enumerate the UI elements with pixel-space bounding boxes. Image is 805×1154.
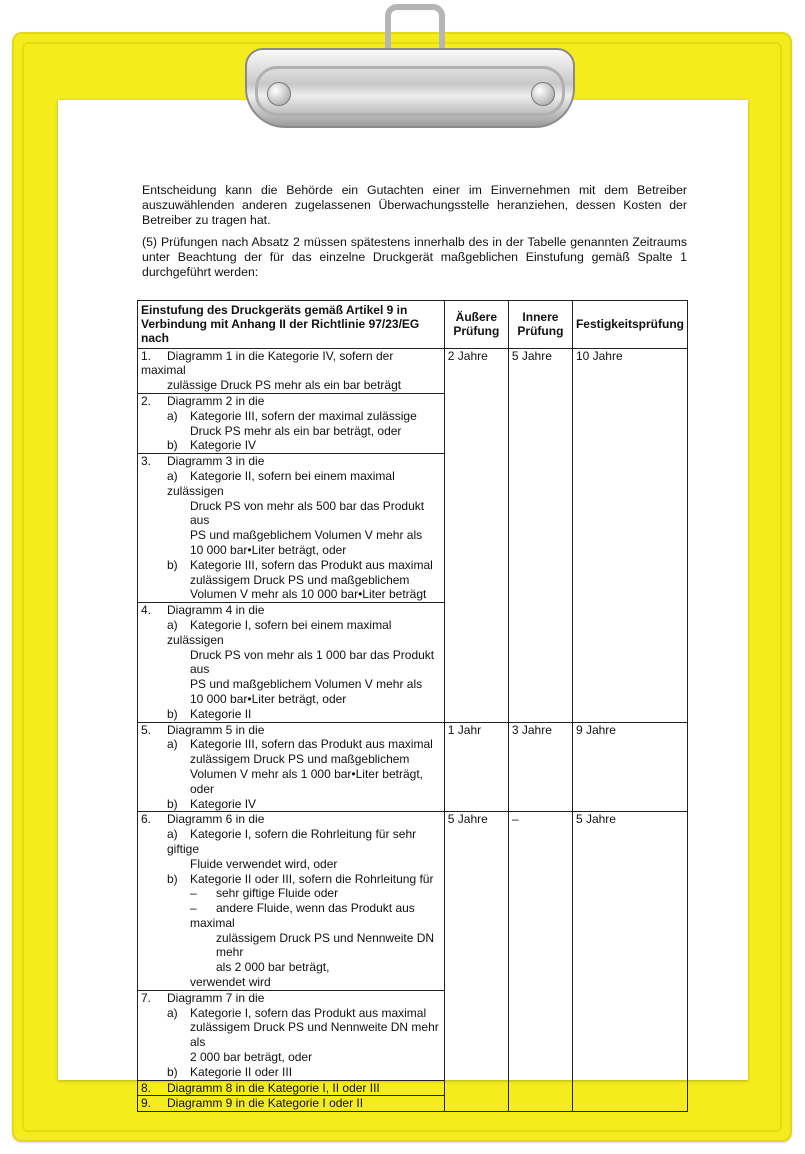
table-row (138, 348, 688, 393)
row-number: 8. (141, 1080, 152, 1095)
row-text: Diagramm 8 in die Kategorie I, II oder III (167, 1080, 380, 1095)
sub-label: a) (167, 737, 178, 752)
row-2-cell (138, 394, 445, 454)
row-title: Diagramm 2 in die (167, 394, 265, 408)
row-4-cell (138, 603, 445, 722)
sub-label: a) (167, 827, 178, 842)
row-text: Volumen V mehr als 10 000 bar•Liter beträgt (190, 587, 427, 602)
row-text: Kategorie II oder III, sofern die Rohrleitung für (190, 871, 434, 886)
row-text: als 2 000 bar beträgt, (216, 960, 330, 975)
row-text: Kategorie I, sofern bei einem maximal zulässigen (167, 617, 392, 647)
paragraph-decision: Entscheidung kann die Behörde ein Gutachten einer im Einvernehmen mit dem Betreiber auszuwählenden anderen zugelassenen Überwachungsstelle heranziehen, dessen Kosten der Betreiber zu tragen hat. (142, 183, 687, 228)
row-number: 6. (141, 812, 152, 827)
row-text: Volumen V mehr als 1 000 bar•Liter beträgt, oder (190, 766, 423, 796)
row-number: 9. (141, 1096, 152, 1111)
row-3-cell (138, 454, 445, 603)
paragraph-inspections: (5) Prüfungen nach Absatz 2 müssen spätestens innerhalb des in der Tabelle genannten Zeitraums unter Beachtung der für das einzelne Druckgerät maßgeblichen Einstufung gemäß Spalte 1 durchgeführt werden: (142, 235, 687, 280)
row-text: 10 000 bar•Liter beträgt, oder (190, 691, 347, 706)
row-text: PS und maßgeblichem Volumen V mehr als (190, 677, 423, 692)
row-text: Kategorie III, sofern das Produkt aus maximal (190, 557, 433, 572)
table-row (138, 812, 688, 991)
sub-label: b) (167, 557, 178, 572)
row-text: zulässigem Druck PS und maßgeblichem (190, 752, 410, 767)
dash-marker: – (190, 886, 197, 901)
dash-marker: – (190, 901, 197, 916)
row-text: Diagramm 1 in die Kategorie IV, sofern der maximal (141, 348, 394, 378)
header-classification: Einstufung des Druckgeräts gemäß Artikel 9 in Verbindung mit Anhang II der Richtlinie 97/23/EG nach (138, 301, 445, 349)
row-text: Kategorie IV (190, 796, 257, 811)
row-title: Diagramm 3 in die (167, 454, 265, 469)
row-text: PS und maßgeblichem Volumen V mehr als (190, 528, 423, 543)
clip-rivet-left-icon (267, 82, 291, 106)
row-number: 1. (141, 348, 152, 363)
row-text: sehr giftige Fluide oder (216, 886, 339, 901)
row-text: zulässige Druck PS mehr als ein bar beträgt (167, 378, 402, 393)
group-3-internal: – (508, 812, 572, 1112)
row-text: Kategorie II, sofern bei einem maximal zulässigen (167, 468, 395, 498)
table-header-row (138, 301, 688, 349)
row-number: 5. (141, 722, 152, 737)
row-9-cell (138, 1096, 445, 1112)
inspection-interval-table (137, 300, 688, 1112)
row-number: 3. (141, 454, 152, 469)
clip-rivet-right-icon (531, 82, 555, 106)
clipboard-clip-icon[interactable] (245, 38, 575, 130)
row-text: Kategorie IV (190, 438, 257, 453)
row-number: 2. (141, 394, 152, 408)
sub-label: b) (167, 438, 178, 453)
sub-label: b) (167, 706, 178, 721)
sub-label: a) (167, 468, 178, 483)
row-text: andere Fluide, wenn das Produkt aus maximal (190, 901, 415, 930)
row-6-cell (138, 812, 445, 991)
row-1-cell (138, 348, 445, 393)
row-text: Fluide verwendet wird, oder (190, 856, 338, 871)
row-text: Druck PS von mehr als 500 bar das Produkt aus (190, 498, 425, 528)
row-text: zulässigem Druck PS und Nennweite DN mehr (216, 930, 435, 960)
row-text: Kategorie II oder III (190, 1064, 293, 1079)
row-number: 4. (141, 603, 152, 618)
row-text: Diagramm 9 in die Kategorie I oder II (167, 1096, 364, 1111)
group-3-strength: 5 Jahre (572, 812, 687, 1112)
row-text: 2 000 bar beträgt, oder (190, 1050, 313, 1065)
row-title: Diagramm 5 in die (167, 722, 265, 737)
table-row (138, 722, 688, 812)
row-text: zulässigem Druck PS und maßgeblichem (190, 572, 410, 587)
group-3-external: 5 Jahre (444, 812, 508, 1112)
sub-label: b) (167, 796, 178, 811)
row-7-cell (138, 990, 445, 1080)
row-text: Kategorie II (190, 706, 252, 721)
clip-hanging-ring (385, 4, 445, 50)
sub-label: a) (167, 408, 178, 423)
row-8-cell (138, 1080, 445, 1096)
header-internal-inspection: Innere Prüfung (508, 301, 572, 349)
row-text: zulässigem Druck PS und Nennweite DN mehr als (190, 1020, 439, 1050)
row-text: Druck PS mehr als ein bar beträgt, oder (190, 423, 402, 438)
group-1-internal: 5 Jahre (508, 348, 572, 722)
group-1-strength: 10 Jahre (572, 348, 687, 722)
group-2-internal: 3 Jahre (508, 722, 572, 812)
row-text: 10 000 bar•Liter beträgt, oder (190, 542, 347, 557)
group-1-external: 2 Jahre (444, 348, 508, 722)
sub-label: a) (167, 1005, 178, 1020)
row-text: Kategorie I, sofern die Rohrleitung für sehr giftige (167, 827, 417, 856)
row-text: Kategorie III, sofern das Produkt aus maximal (190, 737, 433, 752)
clip-lever-wire[interactable] (255, 66, 565, 116)
header-strength-test: Festigkeitsprüfung (572, 301, 687, 349)
sub-label: a) (167, 617, 178, 632)
row-number: 7. (141, 990, 152, 1005)
row-5-cell (138, 722, 445, 812)
group-2-external: 1 Jahr (444, 722, 508, 812)
row-text: Kategorie I, sofern das Produkt aus maximal (190, 1005, 427, 1020)
row-title: Diagramm 6 in die (167, 812, 265, 827)
sub-label: b) (167, 871, 178, 886)
sub-label: b) (167, 1064, 178, 1079)
row-title: Diagramm 4 in die (167, 603, 265, 618)
row-text: verwendet wird (190, 975, 271, 990)
row-text: Druck PS von mehr als 1 000 bar das Produkt aus (190, 647, 435, 677)
row-title: Diagramm 7 in die (167, 990, 265, 1005)
group-2-strength: 9 Jahre (572, 722, 687, 812)
header-external-inspection: Äußere Prüfung (444, 301, 508, 349)
row-text: Kategorie III, sofern der maximal zulässige (190, 408, 417, 423)
